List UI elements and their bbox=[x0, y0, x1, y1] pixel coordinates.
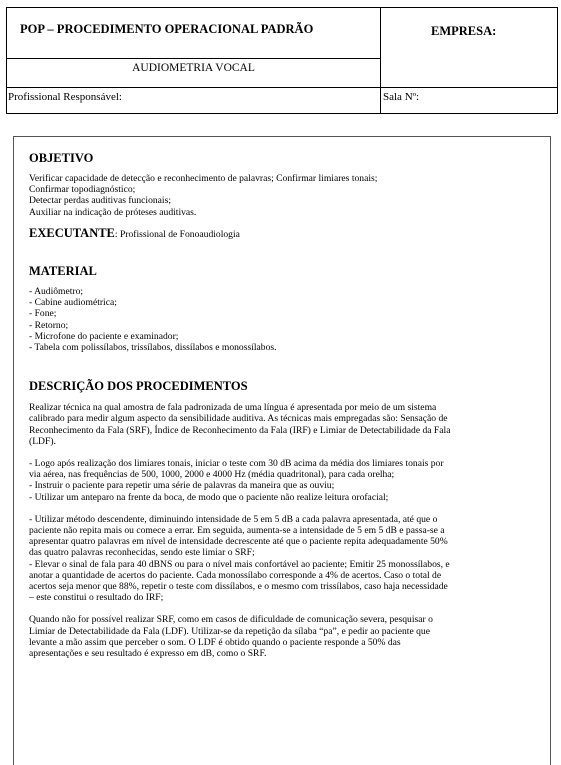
paragraph-line: das quatro palavras reconhecidas, sendo este limiar o SRF; bbox=[29, 547, 255, 559]
objetivo-heading: OBJETIVO bbox=[29, 151, 94, 165]
material-item: - Fone; bbox=[29, 308, 57, 320]
material-item: - Audiômetro; bbox=[29, 286, 84, 298]
descricao-heading: DESCRIÇÃO DOS PROCEDIMENTOS bbox=[29, 379, 248, 394]
executante-label: EXECUTANTE bbox=[29, 225, 115, 240]
document-body bbox=[13, 136, 551, 765]
descricao-paragraph-2 bbox=[29, 458, 538, 503]
paragraph-line: - Logo após realização dos limiares tonais, iniciar o teste com 30 dB acima da média dos limiares tonais por bbox=[29, 458, 444, 470]
paragraph-line: Reconhecimento da Fala (SRF), Índice de Reconhecimento da Fala (IRF) e Limiar de Detectabilidade da Fala bbox=[29, 424, 451, 436]
profissional-responsavel-field: Profissional Responsável: bbox=[7, 88, 381, 114]
descricao-paragraph-4 bbox=[29, 614, 538, 659]
paragraph-line: anotar a quantidade de acertos do paciente. Cada monossílabo corresponde a 4% de acertos. Caso o total de bbox=[29, 569, 442, 581]
paragraph-line: levante a mão assim que perceber o som. O LDF é obtido quando o paciente responde a 50% das bbox=[29, 636, 401, 648]
material-item: - Cabine audiométrica; bbox=[29, 297, 117, 309]
paragraph-line: Limiar de Detectabilidade da Fala (LDF). Utilizar-se da repetição da sílaba “pa”, e pedir ao paciente que bbox=[29, 625, 430, 637]
sala-number-field: Sala Nº: bbox=[383, 91, 420, 103]
paragraph-line: paciente não repita mais ou comece a errar. Em seguida, aumenta-se a intensidade de 5 em 5 dB e passa-se a bbox=[29, 525, 445, 537]
objetivo-line: Auxiliar na indicação de próteses auditivas. bbox=[29, 206, 197, 218]
paragraph-line: acertos seja menor que 88%, repetir o teste com dissílabos, e o mesmo com trissílabos, caso haja necessidade bbox=[29, 581, 448, 593]
descricao-paragraph-3 bbox=[29, 514, 538, 604]
objetivo-list bbox=[29, 173, 538, 218]
material-item: - Tabela com polissílabos, trissílabos, dissílabos e monossílabos. bbox=[29, 342, 277, 354]
objetivo-line: Detectar perdas auditivas funcionais; bbox=[29, 195, 171, 207]
paragraph-line: - Instruir o paciente para repetir uma série de palavras da maneira que as ouviu; bbox=[29, 480, 335, 492]
paragraph-line: apresentações e seu resultado é expresso em dB, como o SRF. bbox=[29, 648, 267, 660]
paragraph-line: apresentar quatro palavras em nível de intensidade decrescente até que o paciente repita adequadamente 50% bbox=[29, 536, 448, 548]
paragraph-line: – este constitui o resultado do IRF; bbox=[29, 592, 164, 604]
paragraph-line: Quando não for possível realizar SRF, como em casos de dificuldade de comunicação severa, pesquisar o bbox=[29, 614, 433, 626]
paragraph-line: - Utilizar método descendente, diminuindo intensidade de 5 em 5 dB a cada palavra apresentada, até que o bbox=[29, 513, 438, 525]
material-item: - Retorno; bbox=[29, 319, 69, 331]
pop-header-table bbox=[6, 7, 558, 114]
empresa-label: EMPRESA: bbox=[381, 8, 557, 88]
paragraph-line: - Utilizar um anteparo na frente da boca, de modo que o paciente não realize leitura orofacial; bbox=[29, 491, 389, 503]
executante-value: : Profissional de Fonoaudiologia bbox=[114, 228, 240, 240]
paragraph-line: - Elevar o sinal de fala para 40 dBNS ou para o nível mais confortável ao paciente; Emitir 25 monossílabos, e bbox=[29, 558, 450, 570]
descricao-paragraph-1 bbox=[29, 402, 538, 447]
paragraph-line: (LDF). bbox=[29, 435, 56, 447]
material-list bbox=[29, 286, 538, 353]
paragraph-line: calibrado para medir algum aspecto da sensibilidade auditiva. As técnicas mais empregadas são: Sensação de bbox=[29, 413, 448, 425]
material-item: - Microfone do paciente e examinador; bbox=[29, 330, 179, 342]
executante-row bbox=[29, 225, 538, 240]
material-heading: MATERIAL bbox=[29, 264, 97, 279]
paragraph-line: Realizar técnica na qual amostra de fala padronizada de uma língua é apresentada por meio de um sistema bbox=[29, 402, 437, 414]
objetivo-line: Verificar capacidade de detecção e reconhecimento de palavras; Confirmar limiares tonais; bbox=[29, 173, 378, 184]
objetivo-line: Confirmar topodiagnóstico; bbox=[29, 184, 136, 196]
document-subtitle: AUDIOMETRIA VOCAL bbox=[7, 59, 381, 88]
paragraph-line: via aérea, nas frequências de 500, 1000, 2000 e 4000 Hz (média quadritonal), para cada orelha; bbox=[29, 469, 395, 481]
document-title: POP – PROCEDIMENTO OPERACIONAL PADRÃO bbox=[7, 8, 381, 59]
